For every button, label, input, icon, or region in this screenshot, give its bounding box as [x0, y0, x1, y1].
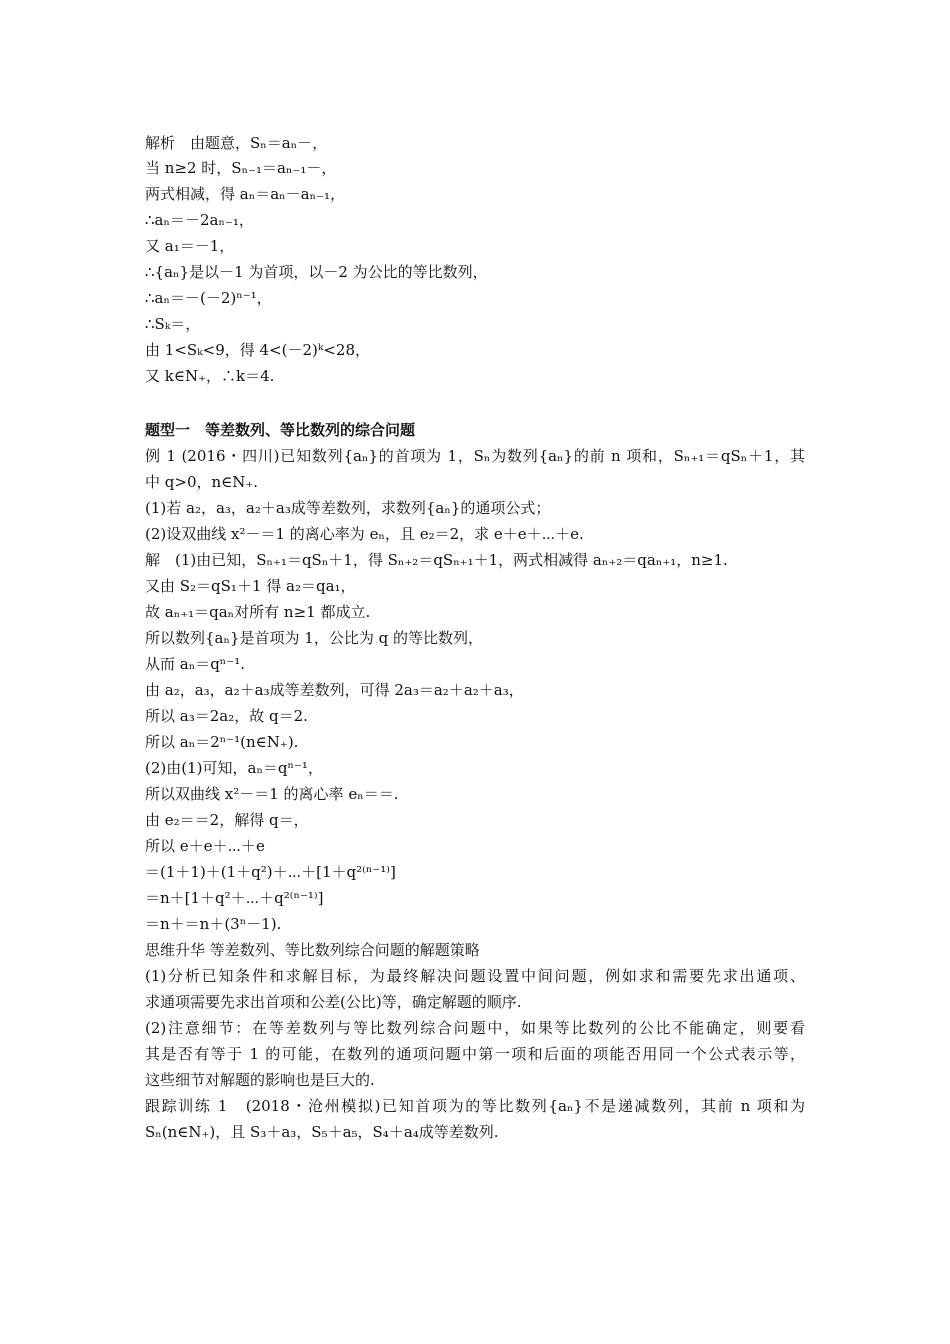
strategy-line: 求通项需要先求出首项和公差(公比)等，确定解题的顺序. [145, 993, 522, 1011]
strategy-line: 思维升华 等差数列、等比数列综合问题的解题策略 [145, 941, 480, 959]
example-line: (2)由(1)可知，aₙ＝qⁿ⁻¹， [145, 759, 323, 777]
strategy-line: (1)分析已知条件和求解目标，为最终解决问题设置中间问题，例如求和需要先求出通项、 [145, 967, 805, 985]
example-line: 所以 e＋e＋⋯＋e [145, 837, 265, 855]
example-line: 所以 a₃＝2a₂，故 q＝2. [145, 707, 308, 725]
example-line: 解 (1)由已知，Sₙ₊₁＝qSₙ＋1，得 Sₙ₊₂＝qSₙ₊₁＋1，两式相减得 aₙ₊₂＝qaₙ₊₁，n≥1. [145, 551, 728, 569]
strategy-line: 这些细节对解题的影响也是巨大的. [145, 1071, 375, 1089]
example-line: ＝n＋＝n＋(3ⁿ－1). [145, 915, 282, 933]
solution-line: ∴{aₙ}是以－1 为首项，以－2 为公比的等比数列， [145, 263, 488, 281]
solution-line: ∴Sₖ＝， [145, 315, 201, 333]
solution-line: 又 a₁＝－1， [145, 237, 235, 255]
solution-line: 当 n≥2 时，Sₙ₋₁＝aₙ₋₁－， [145, 159, 337, 177]
example-line: 从而 aₙ＝qⁿ⁻¹. [145, 655, 245, 673]
practice-line: 跟踪训练 1 (2018・沧州模拟)已知首项为的等比数列{aₙ}不是递减数列，其前 n 项和为 [145, 1097, 805, 1115]
example-line: 所以数列{aₙ}是首项为 1，公比为 q 的等比数列， [145, 629, 483, 647]
example-line: 故 aₙ₊₁＝qaₙ对所有 n≥1 都成立. [145, 603, 371, 621]
example-line: (2)设双曲线 x²－＝1 的离心率为 eₙ，且 e₂＝2，求 e＋e＋⋯＋e. [145, 525, 584, 543]
example-line: (1)若 a₂，a₃，a₂＋a₃成等差数列，求数列{aₙ}的通项公式； [145, 499, 551, 517]
example-line: 例 1 (2016・四川)已知数列{aₙ}的首项为 1，Sₙ为数列{aₙ}的前 n 项和，Sₙ₊₁＝qSₙ＋1，其 [145, 447, 805, 465]
practice-line: Sₙ(n∈N₊)，且 S₃＋a₃，S₅＋a₅，S₄＋a₄成等差数列. [145, 1123, 499, 1141]
example-line: 由 a₂，a₃，a₂＋a₃成等差数列，可得 2a₃＝a₂＋a₂＋a₃， [145, 681, 524, 699]
example-line: 中 q>0，n∈N₊. [145, 473, 259, 491]
example-line: ＝(1＋1)＋(1＋q²)＋⋯＋[1＋q²⁽ⁿ⁻¹⁾] [145, 863, 396, 881]
solution-line: 又 k∈N₊，∴k＝4. [145, 367, 275, 385]
example-line: 又由 S₂＝qS₁＋1 得 a₂＝qa₁， [145, 577, 356, 595]
example-line: ＝n＋[1＋q²＋⋯＋q²⁽ⁿ⁻¹⁾] [145, 889, 324, 907]
solution-line: ∴aₙ＝－2aₙ₋₁， [145, 211, 254, 229]
example-line: 所以双曲线 x²－＝1 的离心率 eₙ＝＝. [145, 785, 399, 803]
example-line: 所以 aₙ＝2ⁿ⁻¹(n∈N₊). [145, 733, 299, 751]
solution-line: 由 1<Sₖ<9，得 4<(－2)ᵏ<28， [145, 341, 370, 359]
section-title: 题型一 等差数列、等比数列的综合问题 [145, 421, 416, 439]
solution-line: 两式相减，得 aₙ＝aₙ－aₙ₋₁， [145, 185, 345, 203]
example-line: 由 e₂＝＝2，解得 q＝， [145, 811, 309, 829]
solution-line: ∴aₙ＝－(－2)ⁿ⁻¹， [145, 289, 272, 307]
strategy-line: 其是否有等于 1 的可能，在数列的通项问题中第一项和后面的项能否用同一个公式表示等， [145, 1045, 805, 1063]
strategy-line: (2)注意细节：在等差数列与等比数列综合问题中，如果等比数列的公比不能确定，则要看 [145, 1019, 805, 1037]
solution-line: 解析 由题意，Sₙ＝aₙ－， [145, 134, 328, 152]
